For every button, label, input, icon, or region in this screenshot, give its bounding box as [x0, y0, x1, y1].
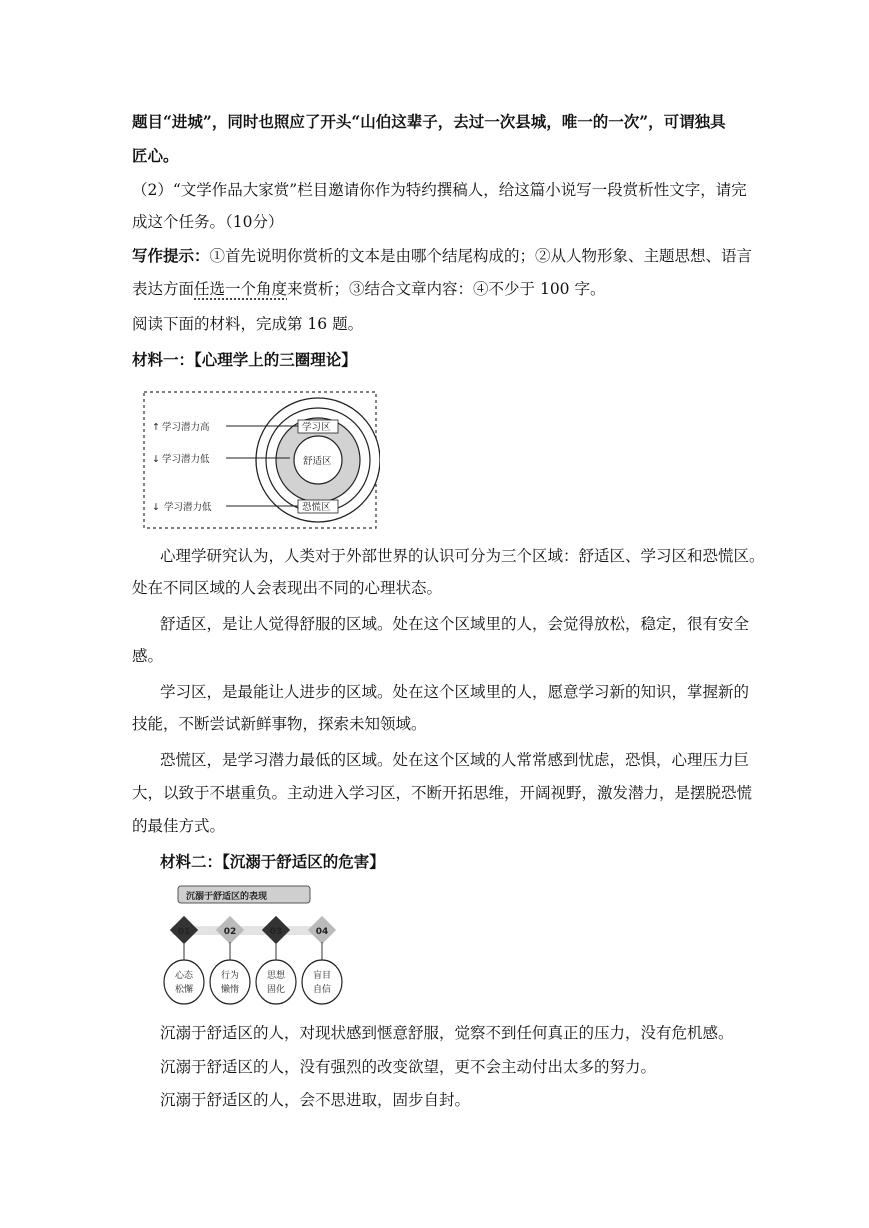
step-text: 固化 — [266, 985, 286, 995]
paragraph-line: 技能，不断尝试新鲜事物，探索未知领域。 — [132, 715, 427, 733]
panic-zone-label: 恐慌区 — [302, 502, 331, 513]
step-bubble — [256, 960, 296, 1004]
paragraph-line: 学习区，是最能让人进步的区域。处在这个区域里的人，愿意学习新的知识，掌握新的 — [160, 683, 750, 701]
left-label-high: 学习潜力高 — [162, 422, 210, 433]
step-number: 01 — [177, 927, 191, 937]
comfort-zone-harm-figure — [160, 880, 350, 1010]
material1-title: 材料一：【心理学上的三圈理论】 — [132, 350, 357, 369]
step-text: 松懈 — [174, 985, 194, 995]
paragraph-line: 的最佳方式。 — [132, 817, 226, 835]
hint-line — [132, 246, 772, 266]
paragraph-line: 感。 — [132, 647, 164, 665]
three-circles-diagram — [140, 388, 380, 532]
hint-label: 写作提示： — [132, 246, 210, 265]
paragraph-line: 匠心。 — [132, 146, 179, 165]
hint-text: 表达方面 — [132, 280, 195, 298]
step-number: 04 — [315, 927, 329, 937]
left-label-mid: 学习潜力低 — [162, 454, 210, 465]
step-text: 行为 — [220, 971, 240, 981]
figure2-header: 沉溺于舒适区的表现 — [186, 892, 268, 902]
step-text: 心态 — [174, 971, 194, 981]
material2-title: 材料二：【沉溺于舒适区的危害】 — [160, 852, 385, 871]
read-prompt: 阅读下面的材料，完成第 16 题。 — [132, 315, 364, 333]
arrow-down-icon: ↓ — [152, 502, 160, 513]
step-number: 02 — [223, 927, 237, 937]
three-circles-figure — [140, 388, 380, 532]
left-label-low: 学习潜力低 — [164, 502, 212, 513]
step-bubble — [302, 960, 342, 1004]
hint-text: ①首先说明你赏析的文本是由哪个结尾构成的；②从人物形象、主题思想、语言 — [209, 247, 753, 265]
step-text: 懒惰 — [220, 985, 240, 995]
paragraph-line: 沉溺于舒适区的人，没有强烈的改变欲望，更不会主动付出太多的努力。 — [160, 1058, 657, 1076]
hint-line — [132, 279, 772, 299]
paragraph-line: 沉溺于舒适区的人，对现状感到惬意舒服，觉察不到任何真正的压力，没有危机感。 — [160, 1024, 734, 1042]
paragraph-line: 处在不同区域的人会表现出不同的心理状态。 — [132, 579, 443, 597]
hint-text: 来赏析；③结合文章内容：④不少于 100 字。 — [287, 280, 606, 298]
paragraph-line: 题目“进城”，同时也照应了开头“山伯这辈子，去过一次县城，唯一的一次”，可谓独具 — [132, 112, 726, 131]
arrow-down-icon: ↓ — [152, 454, 160, 465]
step-text: 自信 — [312, 985, 332, 995]
question-line: 成这个任务。（10分） — [132, 213, 284, 231]
paragraph-line: 舒适区，是让人觉得舒服的区域。处在这个区域里的人，会觉得放松，稳定，很有安全 — [160, 615, 750, 633]
step-text: 思想 — [266, 971, 286, 981]
paragraph-line: 心理学研究认为，人类对于外部世界的认识可分为三个区域：舒适区、学习区和恐慌区。 — [160, 547, 765, 565]
arrow-up-icon: ↑ — [152, 422, 160, 433]
question-line: （2）“文学作品大家赏”栏目邀请你作为特约撰稿人，给这篇小说写一段赏析性文字，请完 — [132, 181, 747, 199]
step-text: 盲目 — [312, 971, 332, 981]
comfort-zone-harm-diagram — [160, 880, 350, 1010]
paragraph-line: 沉溺于舒适区的人，会不思进取，固步自封。 — [160, 1091, 471, 1109]
paragraph-line: 恐慌区，是学习潜力最低的区域。处在这个区域的人常常感到忧虑，恐惧，心理压力巨 — [160, 751, 750, 769]
comfort-zone-label: 舒适区 — [303, 456, 332, 467]
step-bubble — [164, 960, 204, 1004]
step-number: 03 — [269, 927, 283, 937]
learning-zone-label: 学习区 — [302, 422, 331, 433]
emphasized-text: 任选一个角度 — [194, 280, 288, 298]
paragraph-line: 大，以致于不堪重负。主动进入学习区，不断开拓思维，开阔视野，激发潜力，是摆脱恐慌 — [132, 784, 753, 802]
step-bubble — [210, 960, 250, 1004]
